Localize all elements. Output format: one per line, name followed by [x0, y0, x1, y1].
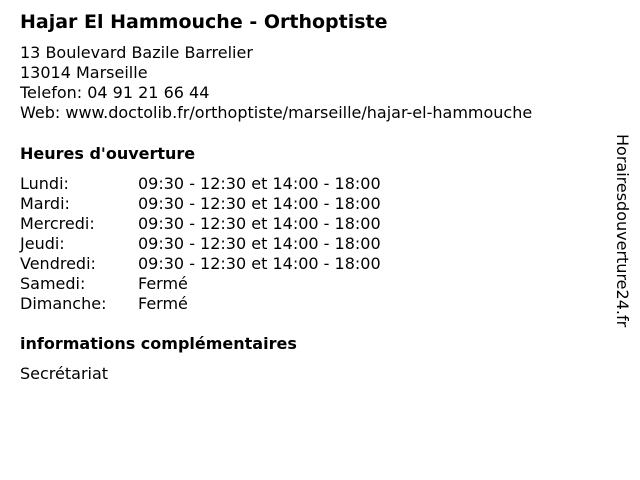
site-watermark: Horairesdouverture24.fr — [613, 134, 632, 328]
city-address: 13014 Marseille — [20, 63, 148, 82]
day-label: Samedi: — [20, 274, 86, 293]
address-block — [20, 43, 532, 123]
time-value: Fermé — [138, 294, 188, 313]
opening-hours-heading: Heures d'ouverture — [20, 144, 196, 163]
time-value: 09:30 - 12:30 et 14:00 - 18:00 — [138, 174, 381, 193]
website-address: Web: www.doctolib.fr/orthoptiste/marseille/hajar-el-hammouche — [20, 103, 533, 122]
time-value: 09:30 - 12:30 et 14:00 - 18:00 — [138, 194, 381, 213]
day-label: Mercredi: — [20, 214, 95, 233]
time-value: 09:30 - 12:30 et 14:00 - 18:00 — [138, 214, 381, 233]
time-value: 09:30 - 12:30 et 14:00 - 18:00 — [138, 254, 381, 273]
phone-number: Telefon: 04 91 21 66 44 — [20, 83, 210, 102]
day-label: Jeudi: — [20, 234, 65, 253]
day-label: Dimanche: — [20, 294, 107, 313]
street-address: 13 Boulevard Bazile Barrelier — [20, 43, 253, 62]
time-value: Fermé — [138, 274, 188, 293]
page-title: Hajar El Hammouche - Orthoptiste — [20, 11, 388, 33]
time-value: 09:30 - 12:30 et 14:00 - 18:00 — [138, 234, 381, 253]
additional-info-heading: informations complémentaires — [20, 334, 297, 353]
day-label: Vendredi: — [20, 254, 96, 273]
additional-info-text: Secrétariat — [20, 364, 109, 383]
day-label: Mardi: — [20, 194, 70, 213]
day-label: Lundi: — [20, 174, 69, 193]
